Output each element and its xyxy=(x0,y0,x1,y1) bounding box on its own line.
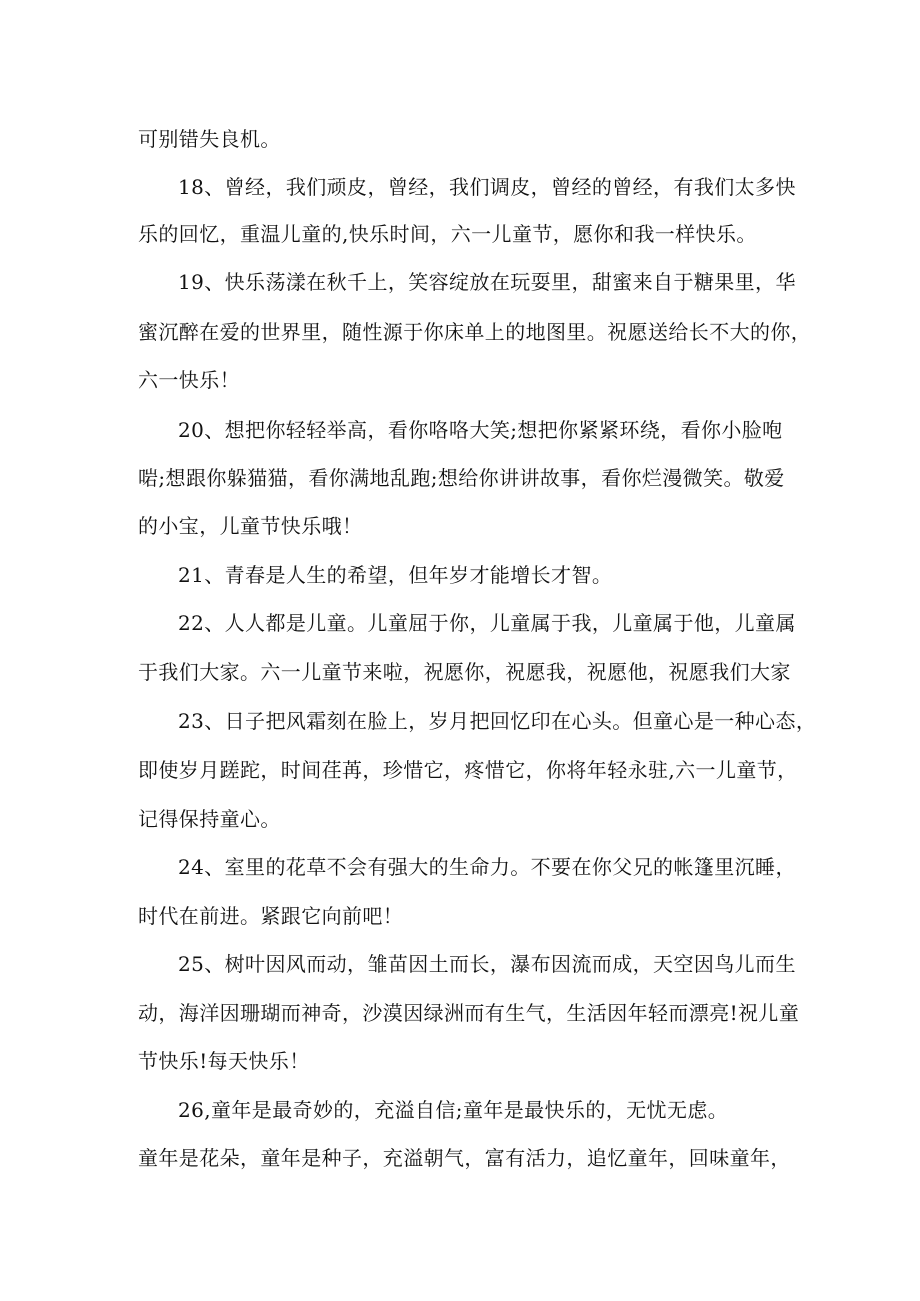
paragraph-19-line-3: 六一快乐！ xyxy=(138,368,240,392)
text-line: 可别错失良机。 xyxy=(138,127,281,151)
paragraph-24-line-2: 时代在前进。紧跟它向前吧！ xyxy=(138,904,404,928)
paragraph-20-line-2: 啱;想跟你躲猫猫，看你满地乱跑;想给你讲讲故事，看你烂漫微笑。敬爱 xyxy=(138,466,785,490)
paragraph-18-line-2: 乐的回忆，重温儿童的,快乐时间，六一儿童节，愿你和我一样快乐。 xyxy=(138,222,757,246)
paragraph-23-line-2: 即使岁月蹉跎，时间荏苒，珍惜它，疼惜它，你将年轻永驻,六一儿童节， xyxy=(138,758,798,782)
paragraph-22-line-1: 22、人人都是儿童。儿童屈于你，儿童属于我，儿童属于他，儿童属 xyxy=(178,611,796,635)
paragraph-19-line-1: 19、快乐荡漾在秋千上，笑容绽放在玩耍里，甜蜜来自于糖果里，华 xyxy=(178,270,796,294)
paragraph-18-line-1: 18、曾经，我们顽皮，曾经，我们调皮，曾经的曾经，有我们太多快 xyxy=(178,175,796,199)
paragraph-25-line-1: 25、树叶因风而动，雏苗因土而长，瀑布因流而成，天空因鸟儿而生 xyxy=(178,952,796,976)
paragraph-23-line-3: 记得保持童心。 xyxy=(138,807,281,831)
paragraph-20-line-3: 的小宝，儿童节快乐哦！ xyxy=(138,514,363,538)
paragraph-24-line-1: 24、室里的花草不会有强大的生命力。不要在你父兄的帐篷里沉睡， xyxy=(178,855,796,879)
paragraph-26-line-1: 26,童年是最奇妙的，充溢自信;童年是最快乐的，无忧无虑。 xyxy=(178,1098,729,1122)
paragraph-20-line-1: 20、想把你轻轻举高，看你咯咯大笑;想把你紧紧环绕，看你小脸咆 xyxy=(178,418,783,442)
paragraph-23-line-1: 23、日子把风霜刻在脸上，岁月把回忆印在心头。但童心是一种心态， xyxy=(178,709,817,733)
paragraph-25-line-2: 动，海洋因珊瑚而神奇，沙漠因绿洲而有生气，生活因年轻而漂亮!祝儿童 xyxy=(138,1001,800,1025)
paragraph-22-line-2: 于我们大家。六一儿童节来啦，祝愿你，祝愿我，祝愿他，祝愿我们大家 xyxy=(138,660,791,684)
paragraph-21-line-1: 21、青春是人生的希望，但年岁才能增长才智。 xyxy=(178,563,613,587)
paragraph-19-line-2: 蜜沉醉在爱的世界里，随性源于你床单上的地图里。祝愿送给长不大的你， xyxy=(138,320,812,344)
paragraph-25-line-3: 节快乐!每天快乐！ xyxy=(138,1049,310,1073)
paragraph-26-line-2: 童年是花朵，童年是种子，充溢朝气，富有活力，追忆童年，回味童年， xyxy=(138,1146,791,1170)
